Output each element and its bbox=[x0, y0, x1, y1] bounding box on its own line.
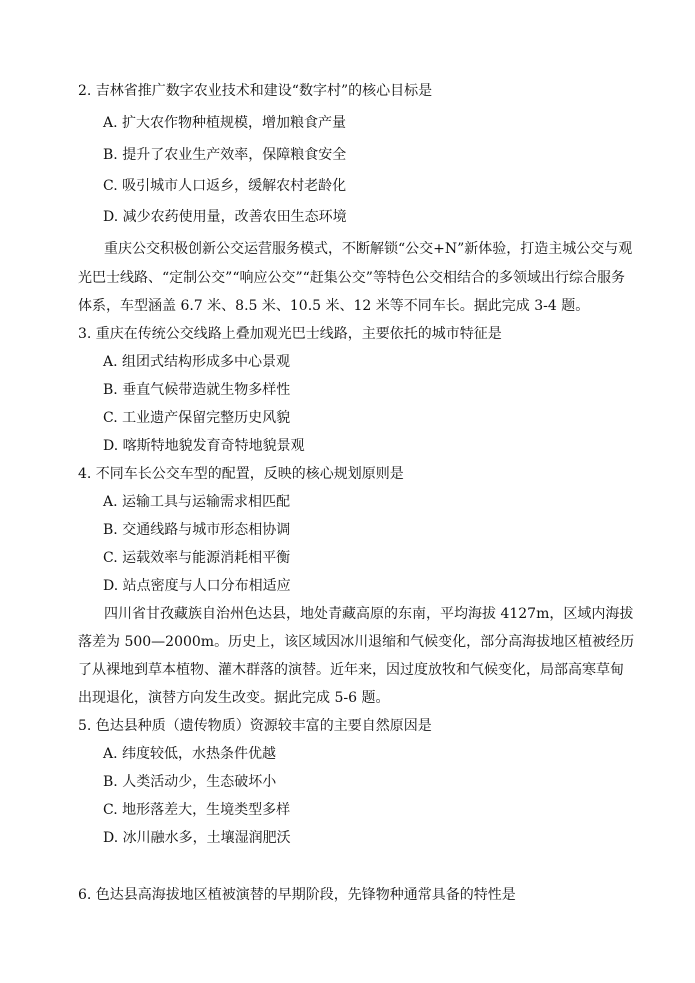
question-5-option-a: A. 纬度较低，水热条件优越 bbox=[103, 746, 277, 762]
question-5-stem: 5. 色达县种质（遗传物质）资源较丰富的主要自然原因是 bbox=[78, 718, 432, 734]
passage-2-line-4: 出现退化，演替方向发生改变。据此完成 5-6 题。 bbox=[78, 690, 390, 706]
question-3-option-d: D. 喀斯特地貌发育奇特地貌景观 bbox=[103, 438, 305, 454]
passage-1-line-2: 光巴士线路、“定制公交”“响应公交”“赶集公交”等特色公交相结合的多领域出行综合服务 bbox=[78, 270, 625, 286]
question-2-option-b: B. 提升了农业生产效率，保障粮食安全 bbox=[103, 147, 347, 163]
question-3-option-c: C. 工业遗产保留完整历史风貌 bbox=[103, 410, 291, 426]
passage-2-line-2: 落差为 500—2000m。历史上，该区域因冰川退缩和气候变化，部分高海拔地区植被经历 bbox=[78, 634, 635, 650]
passage-1-line-3: 体系，车型涵盖 6.7 米、8.5 米、10.5 米、12 米等不同车长。据此完成 3-4 题。 bbox=[78, 298, 590, 314]
question-6-stem: 6. 色达县高海拔地区植被演替的早期阶段，先锋物种通常具备的特性是 bbox=[78, 887, 516, 903]
question-5-option-c: C. 地形落差大，生境类型多样 bbox=[103, 802, 291, 818]
question-3-option-a: A. 组团式结构形成多中心景观 bbox=[103, 354, 291, 370]
passage-2-line-1: 四川省甘孜藏族自治州色达县，地处青藏高原的东南，平均海拔 4127m，区域内海拔 bbox=[104, 606, 634, 622]
question-4-option-c: C. 运载效率与能源消耗相平衡 bbox=[103, 550, 291, 566]
question-2-option-c: C. 吸引城市人口返乡，缓解农村老龄化 bbox=[103, 178, 347, 194]
question-5-option-b: B. 人类活动少，生态破坏小 bbox=[103, 774, 277, 790]
question-4-stem: 4. 不同车长公交车型的配置，反映的核心规划原则是 bbox=[78, 466, 404, 482]
passage-1-line-1: 重庆公交积极创新公交运营服务模式，不断解锁“公交+N”新体验，打造主城公交与观 bbox=[104, 241, 633, 257]
question-4-option-b: B. 交通线路与城市形态相协调 bbox=[103, 522, 291, 538]
question-2-stem: 2. 吉林省推广数字农业技术和建设“数字村”的核心目标是 bbox=[78, 83, 433, 99]
passage-2-line-3: 了从裸地到草本植物、灌木群落的演替。近年来，因过度放牧和气候变化，局部高寒草甸 bbox=[78, 662, 624, 678]
question-3-option-b: B. 垂直气候带造就生物多样性 bbox=[103, 382, 291, 398]
question-4-option-d: D. 站点密度与人口分布相适应 bbox=[103, 578, 291, 594]
question-5-option-d: D. 冰川融水多，土壤湿润肥沃 bbox=[103, 830, 291, 846]
question-2-option-a: A. 扩大农作物种植规模，增加粮食产量 bbox=[103, 115, 347, 131]
question-2-option-d: D. 减少农药使用量，改善农田生态环境 bbox=[103, 209, 347, 225]
question-4-option-a: A. 运输工具与运输需求相匹配 bbox=[103, 494, 291, 510]
question-3-stem: 3. 重庆在传统公交线路上叠加观光巴士线路，主要依托的城市特征是 bbox=[78, 326, 502, 342]
